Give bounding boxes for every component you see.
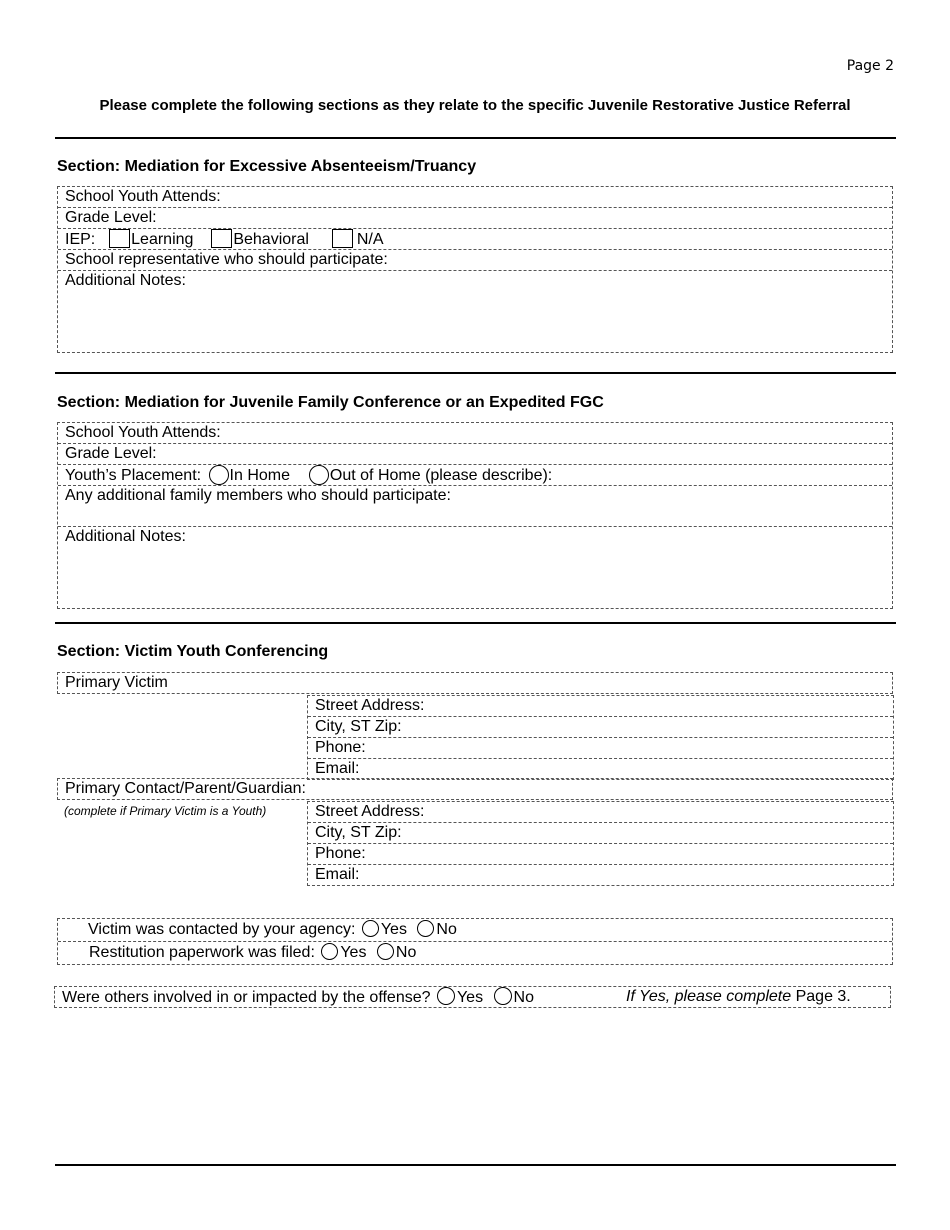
- primary-victim-label: Primary Victim: [65, 674, 168, 691]
- primary-victim-header: [57, 672, 893, 694]
- school-attends-field[interactable]: [58, 187, 892, 208]
- school-attends-label: School Youth Attends:: [65, 188, 221, 205]
- divider: [55, 137, 896, 139]
- family-members-label: Any additional family members who should participate:: [65, 487, 451, 504]
- family-grade-level-label: Grade Level:: [65, 445, 157, 462]
- primary-contact-label: Primary Contact/Parent/Guardian:: [65, 780, 306, 797]
- family-school-attends-label: School Youth Attends:: [65, 424, 221, 441]
- restitution-no-radio[interactable]: [377, 943, 394, 960]
- iep-na-checkbox[interactable]: [332, 229, 353, 248]
- section-truancy-title: Section: Mediation for Excessive Absenteeism/Truancy: [57, 158, 477, 175]
- placement-in-home-radio[interactable]: [209, 465, 229, 485]
- iep-row: [58, 229, 892, 250]
- school-rep-field[interactable]: [58, 250, 892, 271]
- family-form: [57, 422, 893, 609]
- placement-label: Youth’s Placement:: [65, 467, 202, 484]
- contact-email-field[interactable]: [308, 865, 893, 885]
- contact-street-label: Street Address:: [315, 803, 425, 820]
- iep-na-label: N/A: [356, 231, 384, 248]
- grade-level-field[interactable]: [58, 208, 892, 229]
- primary-contact-header: [57, 778, 893, 800]
- section-victim-title: Section: Victim Youth Conferencing: [57, 643, 329, 660]
- victim-city-field[interactable]: [308, 717, 893, 738]
- restitution-yes-radio[interactable]: [321, 943, 338, 960]
- contact-street-field[interactable]: [308, 802, 893, 823]
- iep-label: IEP:: [65, 231, 96, 248]
- victim-contacted-no-label: No: [436, 921, 457, 938]
- family-school-attends-field[interactable]: [58, 423, 892, 444]
- truancy-form: [57, 186, 893, 353]
- restitution-no-label: No: [395, 944, 417, 961]
- iep-learning-checkbox[interactable]: [109, 229, 130, 248]
- others-involved-label: Were others involved in or impacted by the offense?: [62, 989, 431, 1006]
- school-rep-label: School representative who should participate:: [65, 251, 388, 268]
- victim-contacted-no-radio[interactable]: [417, 920, 434, 937]
- family-grade-level-field[interactable]: [58, 444, 892, 465]
- truancy-notes-field[interactable]: [58, 271, 892, 352]
- contact-city-label: City, ST Zip:: [315, 824, 402, 841]
- page-number: Page 2: [846, 58, 894, 74]
- contact-note: (complete if Primary Victim is a Youth): [64, 804, 267, 818]
- victim-street-field[interactable]: [308, 696, 893, 717]
- contact-phone-field[interactable]: [308, 844, 893, 865]
- iep-behavioral-checkbox[interactable]: [211, 229, 232, 248]
- iep-learning-label: Learning: [131, 231, 194, 248]
- family-members-field[interactable]: [58, 486, 892, 527]
- placement-out-of-home-label: Out of Home (please describe):: [329, 467, 553, 484]
- instructions: Please complete the following sections as they relate to the specific Juvenile Restorative Justice Referral: [99, 97, 851, 114]
- family-notes-label: Additional Notes:: [65, 528, 186, 545]
- victim-contacted-yes-radio[interactable]: [362, 920, 379, 937]
- divider: [55, 1164, 896, 1166]
- placement-row: [58, 465, 892, 486]
- victim-address-block: [307, 695, 894, 780]
- section-family-title: Section: Mediation for Juvenile Family Conference or an Expedited FGC: [57, 394, 604, 411]
- restitution-row: [58, 942, 892, 964]
- contact-city-field[interactable]: [308, 823, 893, 844]
- family-notes-field[interactable]: [58, 527, 892, 608]
- victim-email-field[interactable]: [308, 759, 893, 779]
- victim-street-label: Street Address:: [315, 697, 425, 714]
- grade-level-label: Grade Level:: [65, 209, 157, 226]
- victim-contacted-yes-label: Yes: [380, 921, 407, 938]
- victim-phone-label: Phone:: [315, 739, 366, 756]
- contact-phone-label: Phone:: [315, 845, 366, 862]
- others-yes-radio[interactable]: [437, 987, 455, 1005]
- primary-victim-row: [58, 673, 892, 693]
- divider: [55, 622, 896, 624]
- primary-contact-row: [58, 779, 892, 799]
- others-involved-box: [54, 986, 891, 1008]
- divider: [55, 372, 896, 374]
- truancy-notes-label: Additional Notes:: [65, 272, 186, 289]
- placement-in-home-label: In Home: [229, 467, 291, 484]
- victim-email-label: Email:: [315, 760, 360, 777]
- victim-status-box: [57, 918, 893, 965]
- restitution-label: Restitution paperwork was filed:: [89, 944, 315, 961]
- others-note-page: Page 3.: [795, 988, 851, 1005]
- others-no-radio[interactable]: [494, 987, 512, 1005]
- victim-contacted-label: Victim was contacted by your agency:: [88, 921, 356, 938]
- victim-city-label: City, ST Zip:: [315, 718, 402, 735]
- others-note-italic: If Yes, please complete: [626, 988, 792, 1005]
- contact-address-block: [307, 801, 894, 886]
- victim-phone-field[interactable]: [308, 738, 893, 759]
- others-yes-label: Yes: [456, 989, 484, 1006]
- others-involved-row: [55, 987, 890, 1007]
- placement-out-of-home-radio[interactable]: [309, 465, 329, 485]
- contact-email-label: Email:: [315, 866, 360, 883]
- others-no-label: No: [513, 989, 534, 1006]
- iep-behavioral-label: Behavioral: [233, 231, 309, 248]
- victim-contacted-row: [58, 919, 892, 942]
- restitution-yes-label: Yes: [340, 944, 367, 961]
